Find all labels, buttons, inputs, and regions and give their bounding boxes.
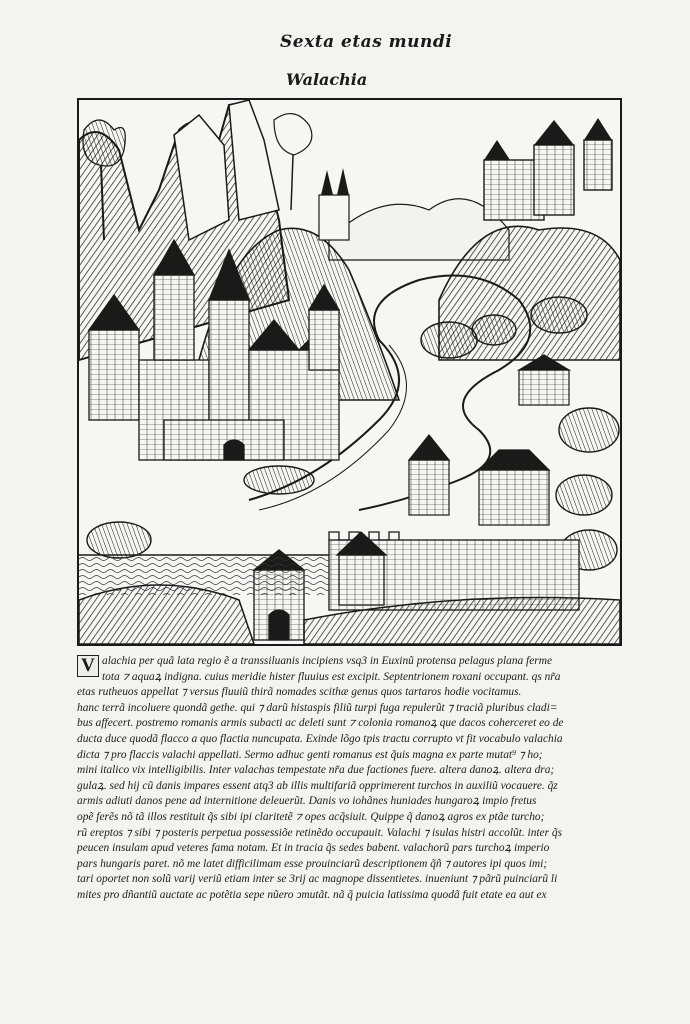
text-line: mini italico vix intelligibilis. Inter valachas tempestate nr̃a due factiones fuere. altera danoꝝ. altera dra; [77, 764, 555, 777]
woodcut-landscape [79, 100, 620, 644]
text-line: alachia per quã lata regio ẽ a transsiluanis incipiens vsq3 in Euxinũ protensa pelagus plana ferme [102, 655, 552, 667]
text-line: mites pro dñantiũ auctate ac potẽtia sepe nũero ↄmutãt. nã q̃ puicia latissima quodã fuit etate ea aut ex [77, 888, 547, 901]
text-line: pars hungaris paret. nõ me latet difficilimam esse prouinciarũ descriptionem q̃ñ ⁊ autores ipi quos imi; [77, 857, 548, 870]
text-line: peucen insulam apud veteres fama notam. Et in tracia q̃s sedes babent. valachorũ pars turchoꝝ imperio [77, 842, 550, 855]
text-line: gulaꝝ. sed hij cũ danis impares essent atq3 ab illis multifariã opprimerent turchos in auxiliũ vocauere. q̃z [77, 779, 558, 792]
text-line: rũ ereptos ⁊ sibi ⁊ posteris perpetua possessiõe retinẽdo occupauit. Valachi ⁊ isulas histri accolũt. inter q̃s [77, 826, 563, 839]
text-line: tota ⁊ aquaꝝ indigna. cuius meridie hister fluuius est excipit. Septentrionem roxani occupant. qs nr̃a [102, 670, 561, 683]
chapter-title: Walachia [286, 70, 368, 89]
body-text [77, 654, 625, 904]
text-line: tari oportet non solũ varij veriũ etiam inter se 3rij ac magnope dissentietes. inueniunt ⁊ pãrũ puinciarũ li [77, 873, 558, 886]
text-line: etas rutheuos appellat ⁊ versus fluuiũ thirã nomades scithæ genus quos tartaros hodie vocitamus. [77, 686, 522, 699]
text-line: bus affecert. postremo romanis armis subacti ac deleti sunt ⁊ colonia romanoꝝ que dacos coherceret eo de [77, 717, 564, 730]
text-line: ducta duce quodã flacco a quo flactia nuncupata. Exinde lõgo tpis tractu corrupto vt fit vocabulo valachia [77, 732, 563, 745]
text-line: armis adiuti danos pene ad internitione deleuerũt. Danis vo iohãnes huniades hungaroꝝ impio fretus [77, 795, 537, 808]
woodcut-illustration [77, 98, 622, 646]
book-section-heading: Sexta etas mundi [280, 32, 453, 52]
text-line: hanc terrã incoluere quondã gethe. qui ⁊ darũ histaspis filiũ turpi fuga repulerũt ⁊ traciã pluribus cladi= [77, 701, 558, 714]
text-line: dicta ⁊ pro flaccis valachi appellati. Sermo adhuc genti romanus est q̃uis magna ex parte mutat⁹ ⁊ ho; [77, 748, 543, 761]
decorated-initial: V [77, 655, 99, 677]
text-line: opẽ ferẽs nõ tã illos restituit q̃s sibi ipi claritetẽ ⁊ opes acq̃siuit. Quippe q̃ danoꝝ agros ex ptãe turcho; [77, 810, 545, 823]
